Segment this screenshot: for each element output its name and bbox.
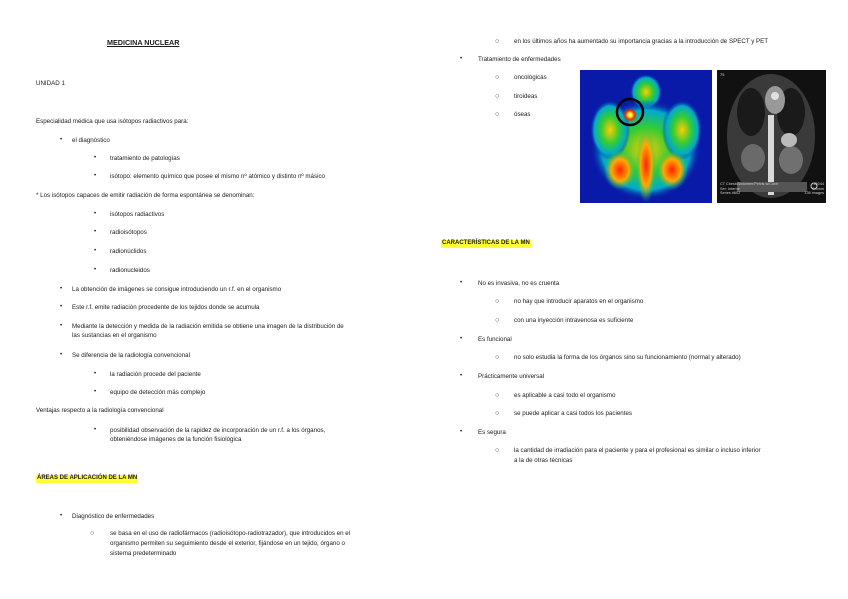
list-item: Se diferencia de la radiología convencional [72,352,190,359]
circle-bullet-icon: ○ [495,447,500,454]
ct-caption-line: Ser: Interne [720,186,740,191]
ct-caption-line: CT Chest/Abdomen/Pelvis w/Contr [720,182,779,186]
list-item: en los últimos años ha aumentado su importancia gracias a la introducción de SPECT y PET [514,38,769,45]
radioactive-note: * Los isótopos capaces de emitir radiación de forma espontánea se denominan: [36,192,255,199]
bullet-icon: • [460,279,463,286]
bullet-icon: • [460,428,463,435]
bullet-icon: • [60,303,63,310]
section-heading-areas: ÁREAS DE APLICACIÓN DE LA MN [37,475,138,481]
pet-scan-drawing [580,70,712,203]
ct-caption-line: 136 images [804,191,824,196]
bullet-icon: • [60,351,63,358]
list-item: el diagnóstico [72,137,110,144]
ct-corner-label: 75 [720,72,725,77]
list-item: radionúclidos [110,248,147,255]
ct-caption-line: Series #602 [720,191,741,196]
circle-bullet-icon: ○ [90,530,95,537]
list-item-continuation: las sustancias en el organismo [72,332,157,339]
list-item: radioisótopos [110,229,147,236]
list-item: tratamiento de patologías [110,155,180,162]
list-item: Tratamiento de enfermedades [478,56,561,63]
pet-scan-image [580,70,712,203]
list-item: se puede aplicar a casi todos los pacientes [514,410,632,417]
list-item: radionucleidos [110,267,150,274]
list-item-continuation: sistema predeterminado [110,550,177,557]
bullet-icon: • [460,335,463,342]
list-item: equipo de detección más complejo [110,389,206,396]
list-item: isótopos radiactivos [110,211,165,218]
circle-bullet-icon: ○ [495,354,500,361]
ct-scan-image [717,70,826,203]
list-item: Prácticamente universal [478,373,545,380]
bullet-icon: • [94,388,97,395]
list-item: oncológicas [514,74,547,81]
page-title: MEDICINA NUCLEAR [107,38,180,47]
bullet-icon: • [94,210,97,217]
list-item: Este r.f. emite radiación procedente de los tejidos donde se acumula [72,304,260,311]
bullet-icon: • [60,512,63,519]
bullet-icon: • [94,370,97,377]
list-item: no hay que introducir aparatos en el organismo [514,298,644,305]
list-item: posibilidad observación de la rapidez de incorporación de un r.f. a los órganos, [110,427,326,434]
list-item: es aplicable a casi todo el organismo [514,392,616,399]
bullet-icon: • [60,285,63,292]
list-item-continuation: organismo permiten su seguimiento desde el exterior, fijándose en un tejido, órgano o [110,540,345,547]
list-item: La obtención de imágenes se consigue introduciendo un r.f. en el organismo [72,286,282,293]
circle-bullet-icon: ○ [495,410,500,417]
circle-bullet-icon: ○ [495,298,500,305]
list-item: tiroideas [514,93,538,100]
list-item: Es funcional [478,336,512,343]
list-item-continuation: a la de otras técnicas [514,457,573,464]
circle-bullet-icon: ○ [495,74,500,81]
bullet-icon: • [94,247,97,254]
list-item: Mediante la detección y medida de la radiación emitida se obtiene una imagen de la distribución de [72,323,344,330]
bullet-icon: • [94,266,97,273]
list-item: óseas [514,111,531,118]
list-item: la cantidad de irradiación para el paciente y para el profesional es similar o incluso inferior [514,447,761,454]
circle-bullet-icon: ○ [495,317,500,324]
bullet-icon: • [460,372,463,379]
list-item-continuation: obteniéndose imágenes de la función fisiológica [110,436,242,443]
list-item: con una inyección intravenosa es suficiente [514,317,634,324]
ct-caption-left [720,182,779,196]
list-item: Diagnóstico de enfermedades [72,513,155,520]
circle-bullet-icon: ○ [495,392,500,399]
circle-bullet-icon: ○ [495,38,500,45]
bullet-icon: • [94,228,97,235]
ct-caption-right [804,182,824,196]
list-item: la radiación procede del paciente [110,371,201,378]
unit-label: UNIDAD 1 [36,80,65,87]
list-item: Es segura [478,429,506,436]
circle-bullet-icon: ○ [495,111,500,118]
bullet-icon: • [94,172,97,179]
intro-text: Especialidad médica que usa isótopos radiactivos para: [36,118,189,125]
bullet-icon: • [460,55,463,62]
list-item: se basa en el uso de radiofármacos (radioisótopo-radiotrazador), que introducidos en el [110,530,351,537]
bullet-icon: • [60,136,63,143]
ct-caption-line: #5044 [813,182,824,186]
section-heading-caracteristicas: CARACTERÍSTICAS DE LA MN [442,240,530,246]
bullet-icon: • [94,426,97,433]
circle-bullet-icon: ○ [495,93,500,100]
ct-caption-line: 2.5mm [812,186,824,191]
ventajas-heading: Ventajas respecto a la radiología convencional [36,407,164,414]
list-item: no solo estudia la forma de los órganos sino su funcionamiento (normal y alterado) [514,354,741,361]
bullet-icon: • [60,322,63,329]
list-item: isótopo: elemento químico que posee el mismo nº atómico y distinto nº másico [110,173,326,180]
list-item: No es invasiva, no es cruenta [478,280,560,287]
bullet-icon: • [94,154,97,161]
